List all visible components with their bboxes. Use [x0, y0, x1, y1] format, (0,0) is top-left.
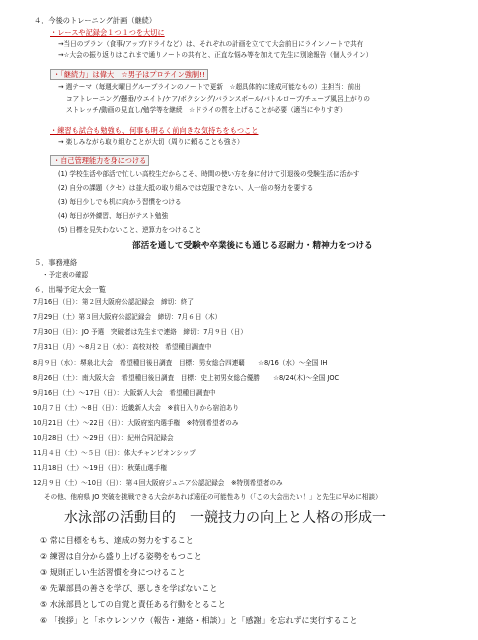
event-row-3: 7月30日（日）：JO 予選 突破者は先生まで連絡 締切：7月９日（日）	[33, 328, 247, 336]
purpose-title: 水泳部の活動目的 一競技力の向上と人格の形成一	[64, 510, 386, 526]
event-row-13: 12月９日（土）〜10日（日）：第４回大阪府ジュニア公認記録会 ※特別希望者のみ	[33, 479, 283, 487]
section5-heading: ５．事務連絡	[34, 258, 78, 267]
emphasis-statement: 部活を通して受験や卒業後にも通じる忍耐力・精神力をつける	[132, 241, 373, 251]
events-note: その他、他府県 JO 突破を挑戦できる大会があれば遠征の可能性あり（「この大会出たい！」と先生に早めに相談）	[44, 493, 382, 501]
event-row-4: 7月31日（月）〜8月２日（水）：高校対校 希望種目調査中	[33, 343, 212, 351]
item2-line-2: コアトレーニング/懸垂/ウエイト/ケア/ボクシング/バランスボール/バトルロープ/チューブ風呂上がりの	[66, 95, 370, 103]
event-row-6: 8月26日（土）：南大阪大会 希望種目後日調査 目標：史上初男女総合優勝 ☆8/24(木)〜全国 JOC	[33, 374, 340, 382]
item1-title: ・レースや記録会１つ１つを大切に	[50, 28, 165, 37]
section5-item: ・予定表の確認	[42, 271, 89, 279]
item4-title: ・自己管理能力を身につける	[50, 156, 149, 165]
event-row-2: 7月29日（土）第３回大阪府公認記録会 締切：7月６日（木）	[33, 313, 222, 321]
goal-1: ① 常に目標をもち、達成の努力をすること	[40, 536, 194, 545]
event-row-10: 10月28日（土）〜29日（日）：紀州合同記録会	[33, 434, 174, 442]
item2-line-1: → 週テーマ（毎週火曜日グループラインのノートで更新 ☆超具体的に達成可能なもの）主担当：前出	[58, 83, 361, 91]
goal-5: ⑤ 水泳部員としての自覚と責任ある行動をとること	[40, 600, 226, 609]
section4-heading: ４．今後のトレーニング計画（継続）	[34, 16, 157, 25]
item4-list-2: (2) 自分の課題（クセ）は並大抵の取り組みでは克服できない、人一倍の努力を要する	[58, 184, 314, 192]
item4-list-3: (3) 毎日少しでも机に向かう習慣をつける	[58, 198, 182, 206]
event-row-7: 9月16日（土）〜17日（日）：大阪新人大会 希望種目調査中	[33, 389, 216, 397]
item3-line: → 楽しみながら取り組むことが大切（周りに頼ることも強さ）	[58, 138, 244, 146]
event-row-1: 7月16日（日）：第２回大阪府公認記録会 締切：終了	[33, 298, 194, 306]
item3-title: ・練習も試合も勉強も、何事も明るく前向きな気持ちをもつこと	[50, 126, 259, 135]
goal-6: ⑥ 「挨拶」と「ホウレンソウ（報告・連絡・相談）」と「感謝」を忘れずに実行すること	[40, 616, 358, 625]
item1-line-2: →☆大会の振り返りはこれまで通りノートの共有と、正直な悩み等を加えて先生に別途報告（個人ライン）	[58, 51, 373, 59]
item1-line-1: →当日のプラン（食事/アップ/ドライなど）は、それぞれの計画を立てて大会前日にラインノートで共有	[58, 40, 364, 48]
goal-2: ② 練習は自分から盛り上げる姿勢をもつこと	[40, 552, 202, 561]
event-row-8: 10月７日（土）〜8日（日）：近畿新人大会 ※前日入りから宿泊あり	[33, 404, 240, 412]
event-row-11: 11月４日（土）〜５日（日）：体大チャンピオンシップ	[33, 449, 196, 457]
section6-heading: ６．出場予定大会一覧	[34, 285, 106, 294]
event-row-12: 11月18日（土）〜19日（日）：秋葉山選手権	[33, 464, 167, 472]
item4-list-4: (4) 毎日が外練習、毎日がテスト勉強	[58, 212, 169, 220]
item4-list-5: (5) 目標を見失わないこと、逆算力をつけること	[58, 226, 202, 234]
item2-line-3: ストレッチ/動画の見直し/勉学等を継続 ☆ドライの質を上げることが必要（適当にやりすぎ）	[66, 106, 347, 114]
goal-3: ③ 規則正しい生活習慣を身につけること	[40, 568, 186, 577]
event-row-9: 10月21日（土）〜22日（日）：大阪府室内選手権 ※特別希望者のみ	[33, 419, 239, 427]
item2-title: ・「継続力」は偉大 ☆男子はプロテイン強制!!	[50, 70, 208, 79]
goal-4: ④ 先輩部員の善さを学び、悪しきを学ばないこと	[40, 584, 218, 593]
item4-list-1: (1) 学校生活や部活で忙しい高校生だからこそ、時間の使い方を身に付けて引退後の受験生活に活かす	[58, 170, 360, 178]
event-row-5: 8月９日（水）：堺泉北大会 希望種目後日調査 目標：男女総合四連覇 ☆8/16（水）〜全国 IH	[33, 359, 328, 367]
